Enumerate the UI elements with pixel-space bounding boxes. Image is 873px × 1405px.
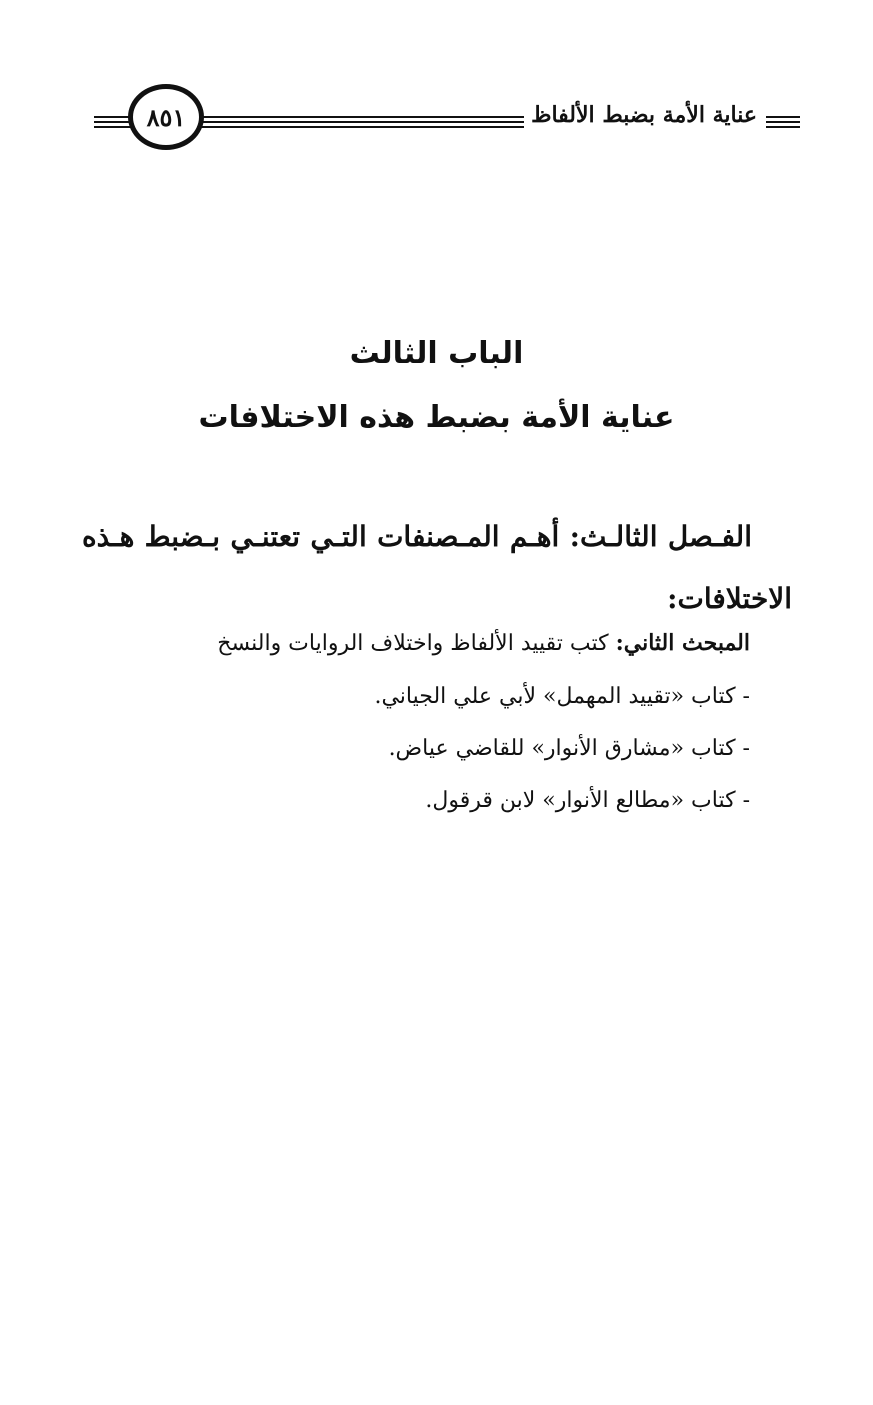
- chapter-heading-line-2: الاختلافات:: [667, 582, 792, 615]
- section-text: كتب تقييد الألفاظ واختلاف الروايات والنسخ: [217, 631, 616, 656]
- section-heading: [120, 630, 750, 656]
- list-item: - كتاب «مشارق الأنوار» للقاضي عياض.: [388, 736, 750, 761]
- section-label: المبحث الثاني:: [615, 630, 750, 656]
- chapter-heading-line-1: الفـصل الثالـث: أهـم المـصنفات التـي تعتنـي بـضبط هـذه: [82, 520, 752, 553]
- page-number-badge: [128, 84, 204, 150]
- list-item: - كتاب «تقييد المهمل» لأبي علي الجياني.: [374, 684, 750, 709]
- header-rule-right: [766, 116, 800, 128]
- list-item: - كتاب «مطالع الأنوار» لابن قرقول.: [425, 788, 750, 813]
- part-title: الباب الثالث: [349, 336, 524, 371]
- page-number: ٨٥١: [146, 102, 186, 132]
- part-subtitle: عناية الأمة بضبط هذه الاختلافات: [198, 400, 675, 435]
- running-title: عناية الأمة بضبط الألفاظ: [531, 102, 757, 128]
- page-header: [0, 80, 873, 170]
- book-list: [200, 684, 750, 840]
